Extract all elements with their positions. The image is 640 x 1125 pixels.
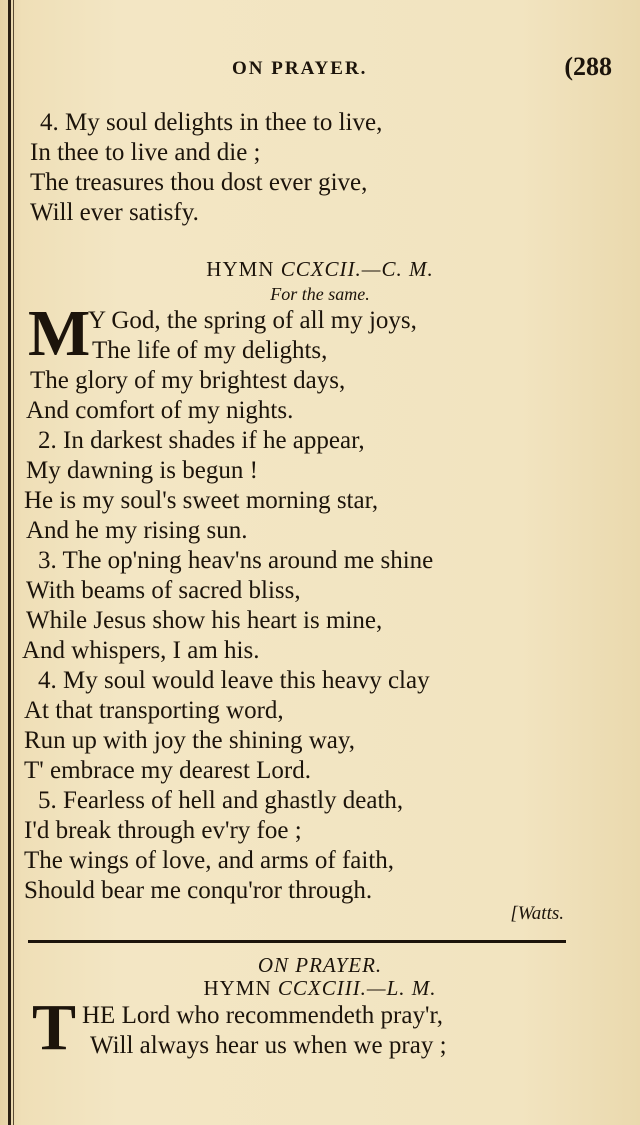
author-attribution: [Watts. <box>510 903 564 924</box>
verse-line: My dawning is begun ! <box>26 457 258 484</box>
hymn-subtitle: For the same. <box>270 284 370 304</box>
verse-line: Y God, the spring of all my joys, <box>88 307 417 334</box>
verse-line: 4. My soul delights in thee to live, <box>40 109 383 136</box>
verse-line: He is my soul's sweet morning star, <box>24 487 379 514</box>
verse-line: Should bear me conqu'ror through. <box>24 877 373 904</box>
verse-line: 2. In darkest shades if he appear, <box>38 427 365 454</box>
running-head: ON PRAYER. <box>232 58 368 79</box>
section-divider <box>28 940 566 943</box>
verse-line: T' embrace my dearest Lord. <box>24 757 312 784</box>
hymn-number: CCXCIII.—L. M. <box>277 976 437 1000</box>
verse-line: While Jesus show his heart is mine, <box>26 607 383 634</box>
verse-line: Run up with joy the shining way, <box>24 727 356 754</box>
hymn-label: HYMN <box>203 976 272 1000</box>
verse-line: I'd break through ev'ry foe ; <box>24 817 302 844</box>
verse-line: And comfort of my nights. <box>26 397 294 424</box>
hymn-number: CCXCII.—C. M. <box>280 257 434 281</box>
verse-line: And whispers, I am his. <box>22 637 260 664</box>
drop-cap: T <box>32 991 77 1064</box>
page-number: (288 <box>564 52 612 81</box>
verse-line: In thee to live and die ; <box>30 139 261 166</box>
verse-line: At that transporting word, <box>24 697 284 724</box>
verse-line: HE Lord who recommendeth pray'r, <box>82 1002 444 1029</box>
drop-cap: M <box>28 297 91 370</box>
hymn-label: HYMN <box>206 257 275 281</box>
verse-line: The wings of love, and arms of faith, <box>24 847 395 874</box>
verse-line: The treasures thou dost ever give, <box>30 169 368 196</box>
section-heading: ON PRAYER. <box>257 953 383 977</box>
verse-line: Will always hear us when we pray ; <box>90 1032 447 1059</box>
verse-line: 3. The op'ning heav'ns around me shine <box>38 547 434 574</box>
verse-line: The life of my delights, <box>92 337 328 364</box>
verse-line: Will ever satisfy. <box>30 199 199 226</box>
page-header <box>0 52 640 82</box>
verse-line: 5. Fearless of hell and ghastly death, <box>38 787 404 814</box>
verse-line: With beams of sacred bliss, <box>26 577 301 604</box>
hymn-title <box>0 257 640 281</box>
verse-line: And he my rising sun. <box>26 517 248 544</box>
hymn-title <box>0 976 640 1000</box>
verse-line: 4. My soul would leave this heavy clay <box>38 667 430 694</box>
verse-line: The glory of my brightest days, <box>30 367 346 394</box>
